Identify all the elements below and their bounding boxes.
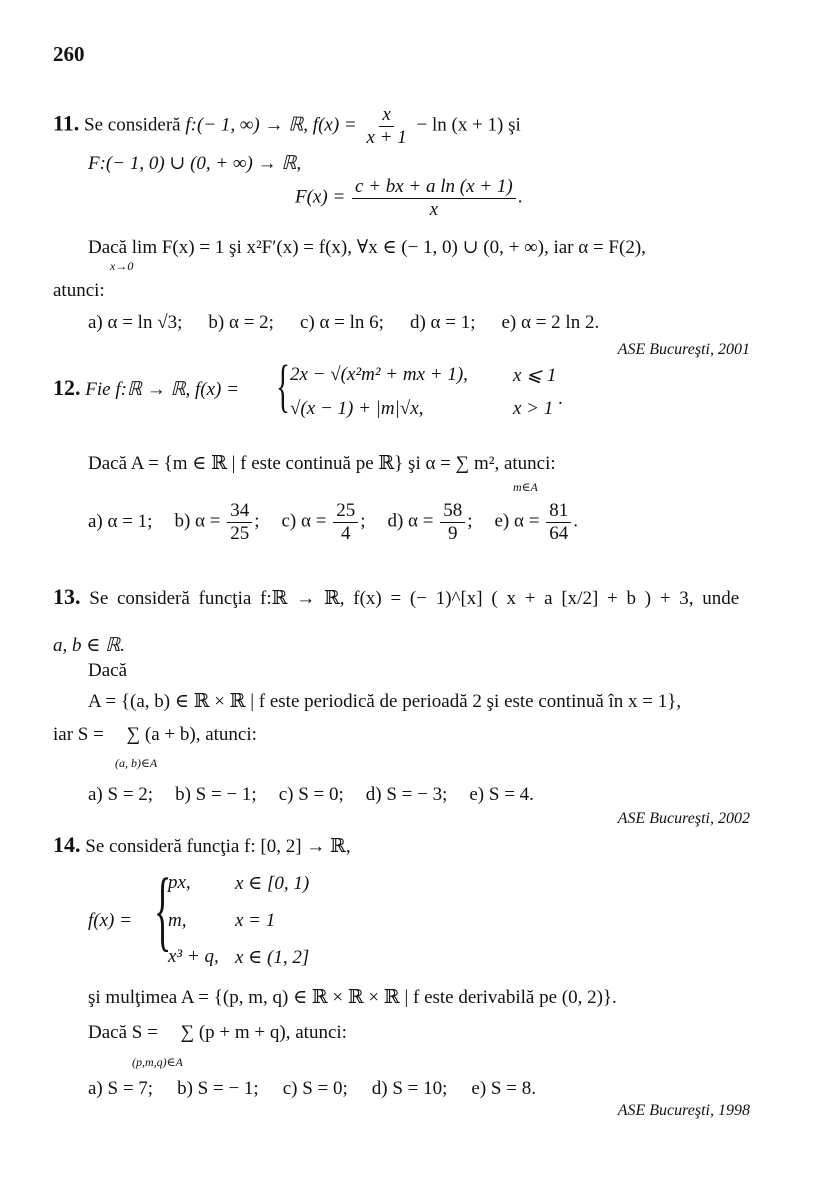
answer-d[interactable]: d) α = $\frac{58}{9}$ ; (387, 500, 473, 544)
answer-c[interactable]: c) S = 0; (282, 1078, 348, 1099)
sum-expr: ∑ (p + m + q) (180, 1022, 286, 1043)
case-1-condition: x ⩽ 1 (513, 365, 557, 386)
case-2-condition: x = 1 (235, 910, 276, 931)
answer-a[interactable]: a) S = 2; (88, 784, 154, 805)
answer-e[interactable]: e) α = $\frac{81}{64}$ . (494, 500, 578, 544)
answer-e[interactable]: e) S = 4. (469, 784, 534, 805)
page-number: 260 (53, 42, 85, 66)
problem-11-line5: atunci: (53, 280, 105, 301)
answer-b[interactable]: b) α = 2; (208, 312, 274, 333)
answer-c[interactable]: c) α = ln 6; (299, 312, 384, 333)
problem-number: 11. (53, 110, 80, 136)
source-citation: ASE Bucureşti, 1998 (617, 1102, 750, 1119)
math-expr: Fie f:ℝ → ℝ, f(x) = (85, 379, 239, 400)
answer-d[interactable]: d) S = 10; (371, 1078, 448, 1099)
math-expr: − ln (x + 1) şi (416, 114, 521, 136)
case-1-expr: 2x − √(x²m² + mx + 1), (290, 364, 468, 385)
problem-13-line5: iar S = ∑ (a + b), atunci: (53, 724, 257, 745)
case-2-expr: m, (168, 910, 187, 931)
problem-number: 12. (53, 375, 81, 400)
answer-list (88, 500, 578, 545)
sum-expr: ∑ m² (455, 453, 495, 474)
answer-list (88, 784, 534, 806)
problem-number: 13. (53, 584, 81, 609)
problem-text: Se consideră (84, 114, 181, 136)
problem-11-line4: Dacă lim F(x) = 1 şi x²F′(x) = f(x), ∀x ∈ (− 1, 0) ∪ (0, + ∞), iar α = F(2), (88, 237, 646, 258)
problem-11-line3: F(x) = $\frac{\text{c + bx + a ln (x + 1)}}{x}$ . (295, 176, 523, 220)
limit-subscript: x→0 (110, 259, 134, 273)
case-1-expr: px, (168, 872, 191, 893)
problem-14-line1 (53, 832, 351, 858)
fraction: $\frac{\text{c + bx + a ln (x + 1)}}{x}$ (352, 176, 516, 221)
answer-a[interactable]: a) S = 7; (88, 1078, 154, 1099)
problem-11-line1 (53, 104, 521, 149)
problem-text: Se consideră funcţia f:ℝ → ℝ, f(x) = (− 1)^[x] ( x + a [x/2] + b ) + 3, unde (89, 588, 740, 609)
source-citation: ASE Bucureşti, 2001 (617, 341, 750, 358)
sum-expr: ∑ (a + b) (126, 724, 196, 745)
answer-d[interactable]: d) α = 1; (409, 312, 476, 333)
answer-a[interactable]: a) α = ln √3; (88, 312, 183, 333)
case-2-expr: √(x − 1) + |m|√x, (290, 398, 424, 419)
answer-list (88, 312, 599, 334)
problem-text: Se consideră funcţia f: [0, 2] → ℝ, (85, 836, 351, 857)
left-brace: { (154, 861, 172, 960)
case-2-condition: x > 1 (513, 398, 554, 419)
period: . (558, 388, 563, 409)
answer-e[interactable]: e) S = 8. (471, 1078, 536, 1099)
case-3-expr: x³ + q, (168, 946, 219, 967)
answer-list (88, 1078, 536, 1100)
sum-subscript: m∈A (513, 480, 538, 494)
source-citation: ASE Bucureşti, 2002 (617, 810, 750, 827)
answer-b[interactable]: b) S = − 1; (175, 784, 257, 805)
answer-c[interactable]: c) S = 0; (278, 784, 344, 805)
problem-number: 14. (53, 832, 81, 857)
piecewise-lhs: f(x) = (88, 910, 132, 931)
answer-e[interactable]: e) α = 2 ln 2. (501, 312, 600, 333)
case-1-condition: x ∈ [0, 1) (235, 873, 310, 894)
problem-12-line1 (53, 375, 239, 401)
problem-14-line2: şi mulţimea A = {(p, m, q) ∈ ℝ × ℝ × ℝ | f este derivabilă pe (0, 2)}. (88, 987, 617, 1008)
problem-13-line2: a, b ∈ ℝ. (53, 635, 125, 656)
problem-12-line2: Dacă A = {m ∈ ℝ | f este continuă pe ℝ} şi α = ∑ m², atunci: (88, 453, 556, 474)
sum-subscript: (a, b)∈A (115, 756, 158, 770)
answer-b[interactable]: b) S = − 1; (177, 1078, 259, 1099)
answer-b[interactable]: b) α = $\frac{34}{25}$ ; (174, 500, 260, 544)
case-3-condition: x ∈ (1, 2] (235, 947, 310, 968)
problem-13-line4: A = {(a, b) ∈ ℝ × ℝ | f este periodică de perioadă 2 şi este continuă în x = 1}, (88, 691, 682, 712)
answer-a[interactable]: a) α = 1; (88, 511, 153, 533)
answer-c[interactable]: c) α = $\frac{25}{4}$ ; (281, 500, 366, 544)
problem-14-line3: Dacă S = ∑ (p + m + q), atunci: (88, 1022, 347, 1043)
math-expr: f:(− 1, ∞) → ℝ, f(x) = (185, 114, 357, 136)
problem-13-line3: Dacă (88, 660, 128, 681)
fraction: $\frac{x}{x + 1}$ (366, 104, 407, 148)
answer-d[interactable]: d) S = − 3; (365, 784, 448, 805)
sum-subscript: (p,m,q)∈A (132, 1055, 183, 1069)
problem-13-line1 (53, 584, 739, 610)
left-brace: { (276, 353, 290, 418)
problem-11-line2: F:(− 1, 0) ∪ (0, + ∞) → ℝ, (88, 153, 302, 174)
